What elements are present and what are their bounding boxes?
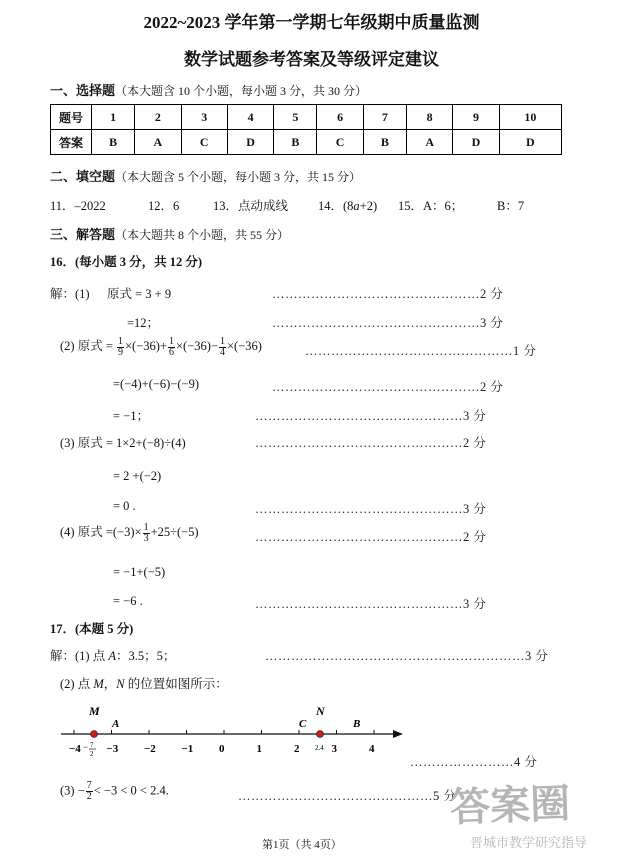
q17-3-line bbox=[60, 781, 169, 802]
text-part: 解：(1) 点 bbox=[50, 649, 109, 663]
expr-part: ×(−36) bbox=[226, 339, 262, 353]
q16-4-line1 bbox=[60, 522, 199, 544]
section-3-label: 三、解答题 bbox=[50, 227, 116, 242]
table-cell: 2 bbox=[135, 105, 181, 130]
text-part: (3) − bbox=[60, 783, 85, 798]
q16-4-line3: = −6 . bbox=[113, 594, 143, 608]
m-frac-den: 2 bbox=[90, 750, 94, 758]
text-part: 的位置如图所示： bbox=[124, 677, 228, 691]
variable-N: N bbox=[116, 677, 125, 691]
fraction: $\frac{1}{3}$ bbox=[143, 521, 149, 544]
point-M bbox=[91, 731, 98, 738]
section-2-note: （本大题含 5 个小题，每小题 3 分，共 15 分） bbox=[115, 170, 362, 184]
q16-score: …………………………………………3 分 bbox=[255, 597, 487, 611]
fraction: $\frac{1}{9}$ bbox=[118, 335, 123, 358]
section-1-note: （本大题含 10 个小题，每小题 3 分，共 30 分） bbox=[115, 84, 368, 98]
q16-3-line2: = 2 +(−2) bbox=[113, 469, 162, 483]
table-cell: 6 bbox=[317, 105, 363, 130]
variable-M: M bbox=[93, 677, 104, 691]
q16-2-label: (2) 原式 = bbox=[60, 339, 113, 353]
q16-header: 16．(每小题 3 分，共 12 分) bbox=[50, 255, 203, 269]
text-part: < −3 < 0 < 2.4. bbox=[93, 783, 169, 798]
label-N: N bbox=[316, 704, 325, 718]
section-3-heading bbox=[50, 224, 289, 243]
fill-answer-14-pre: 14．(8 bbox=[318, 199, 354, 213]
table-cell: C bbox=[317, 130, 363, 155]
table-cell: A bbox=[135, 130, 181, 155]
brand-watermark: 晋城市教学研究指导 bbox=[470, 835, 588, 850]
section-2-label: 二、填空题 bbox=[50, 169, 116, 184]
q16-4-label: (4) 原式 =(−3)× bbox=[60, 525, 142, 539]
q16-1-label: 解：(1) bbox=[50, 287, 90, 301]
section-3-note: （本大题共 8 个小题，共 55 分） bbox=[115, 228, 290, 242]
point-N bbox=[317, 731, 324, 738]
table-cell: 8 bbox=[406, 105, 452, 130]
q16-2-line3: = −1； bbox=[113, 409, 149, 423]
q16-4-line2: = −1+(−5) bbox=[113, 565, 166, 579]
q16-3-line1: (3) 原式 = 1×2+(−8)÷(4) bbox=[60, 436, 186, 450]
tick-label: −3 bbox=[106, 743, 119, 755]
text-part: ， bbox=[103, 677, 117, 691]
table-cell: A bbox=[406, 130, 452, 155]
q16-score: …………………………………………3 分 bbox=[255, 409, 487, 423]
table-row-head: 题号 bbox=[51, 105, 92, 130]
variable-a: a bbox=[353, 199, 360, 213]
m-frac-num: 7 bbox=[90, 741, 94, 749]
document-title: 2022~2023 学年第一学期七年级期中质量监测 bbox=[143, 13, 480, 32]
fraction: $\frac{7}{2}$ bbox=[86, 780, 92, 802]
label-B: B bbox=[353, 718, 361, 730]
fraction: $\frac{1}{6}$ bbox=[168, 335, 174, 358]
fill-answer-11: 11．–2022 bbox=[50, 199, 106, 213]
tick-label: 3 bbox=[331, 743, 337, 755]
q17-score: ………………………………………5 分 bbox=[238, 789, 457, 803]
variable-A: A bbox=[108, 649, 116, 663]
table-cell: D bbox=[499, 130, 561, 155]
fill-answer-14-post: +2) bbox=[359, 199, 378, 213]
section-1-label: 一、选择题 bbox=[50, 83, 116, 98]
tick-label: 4 bbox=[369, 743, 375, 755]
q16-3-line3: = 0 . bbox=[113, 499, 136, 513]
q16-score: …………………………………………2 分 bbox=[255, 436, 487, 450]
expr-part: ×(−36)− bbox=[175, 339, 218, 353]
label-A: A bbox=[112, 718, 120, 730]
tick-label: −1 bbox=[181, 743, 194, 755]
table-cell: D bbox=[453, 130, 499, 155]
section-1-heading bbox=[50, 80, 367, 99]
number-line-diagram bbox=[55, 700, 415, 768]
q16-score: …………………………………………3 分 bbox=[255, 502, 487, 516]
q16-2-line1 bbox=[60, 336, 262, 358]
text-part: (2) 点 bbox=[60, 677, 94, 691]
table-cell: 7 bbox=[363, 105, 406, 130]
document-subtitle: 数学试题参考答案及等级评定建议 bbox=[184, 50, 439, 69]
label-C: C bbox=[299, 718, 307, 730]
q16-1-line2: =12； bbox=[127, 316, 160, 330]
table-cell: B bbox=[92, 130, 135, 155]
table-row-numbers bbox=[51, 105, 562, 130]
table-row-head: 答案 bbox=[51, 130, 92, 155]
q17-score: ……………………………………………………3 分 bbox=[265, 649, 549, 663]
q17-header: 17．(本题 5 分) bbox=[50, 622, 134, 636]
q16-score: …………………………………………2 分 bbox=[255, 530, 487, 544]
q16-score: …………………………………………2 分 bbox=[272, 380, 504, 394]
table-cell: 4 bbox=[227, 105, 273, 130]
answer-table bbox=[50, 104, 562, 155]
table-cell: 9 bbox=[453, 105, 499, 130]
table-cell: C bbox=[181, 130, 227, 155]
label-M: M bbox=[89, 704, 100, 718]
q16-score: …………………………………………1 分 bbox=[305, 344, 537, 358]
arrow-icon bbox=[393, 730, 403, 738]
fraction: $\frac{1}{4}$ bbox=[219, 335, 225, 358]
n-value: 2.4 bbox=[315, 744, 324, 752]
table-cell: 5 bbox=[274, 105, 317, 130]
q16-2-line2: =(−4)+(−6)−(−9) bbox=[113, 377, 200, 391]
table-cell: 1 bbox=[92, 105, 135, 130]
fill-answer-12: 12．6 bbox=[148, 199, 180, 213]
tick-label: −2 bbox=[144, 743, 156, 755]
tick-label: 1 bbox=[256, 743, 262, 755]
table-row-answers bbox=[51, 130, 562, 155]
text-part: ：3.5；5； bbox=[115, 649, 176, 663]
fill-answer-13: 13．点动成线 bbox=[213, 199, 289, 213]
fill-answer-15: 15．A：6； bbox=[398, 199, 464, 213]
table-cell: B bbox=[274, 130, 317, 155]
tick-label: 2 bbox=[294, 743, 300, 755]
fill-answer-14 bbox=[318, 196, 377, 214]
expr-part: ×(−36)+ bbox=[125, 339, 167, 353]
table-cell: B bbox=[363, 130, 406, 155]
tick-label: 0 bbox=[219, 743, 225, 755]
section-2-heading bbox=[50, 166, 361, 185]
page-number: 第1页（共 4页） bbox=[262, 839, 342, 851]
watermark-logo: 答案圈 bbox=[449, 780, 571, 831]
table-cell: 10 bbox=[499, 105, 561, 130]
table-cell: D bbox=[227, 130, 273, 155]
fill-answer-15b: B：7 bbox=[497, 199, 525, 213]
m-sign: − bbox=[83, 742, 89, 752]
q16-1-line1: 原式 = 3 + 9 bbox=[107, 287, 172, 301]
q16-score: …………………………………………2 分 bbox=[272, 287, 504, 301]
q16-score: …………………………………………3 分 bbox=[272, 316, 504, 330]
expr-part: +25÷(−5) bbox=[150, 525, 199, 539]
q17-score: ……………………4 分 bbox=[410, 755, 538, 769]
table-cell: 3 bbox=[181, 105, 227, 130]
q17-2-line bbox=[60, 674, 228, 692]
q17-1-line bbox=[50, 646, 175, 664]
tick-label: −4 bbox=[69, 743, 81, 755]
